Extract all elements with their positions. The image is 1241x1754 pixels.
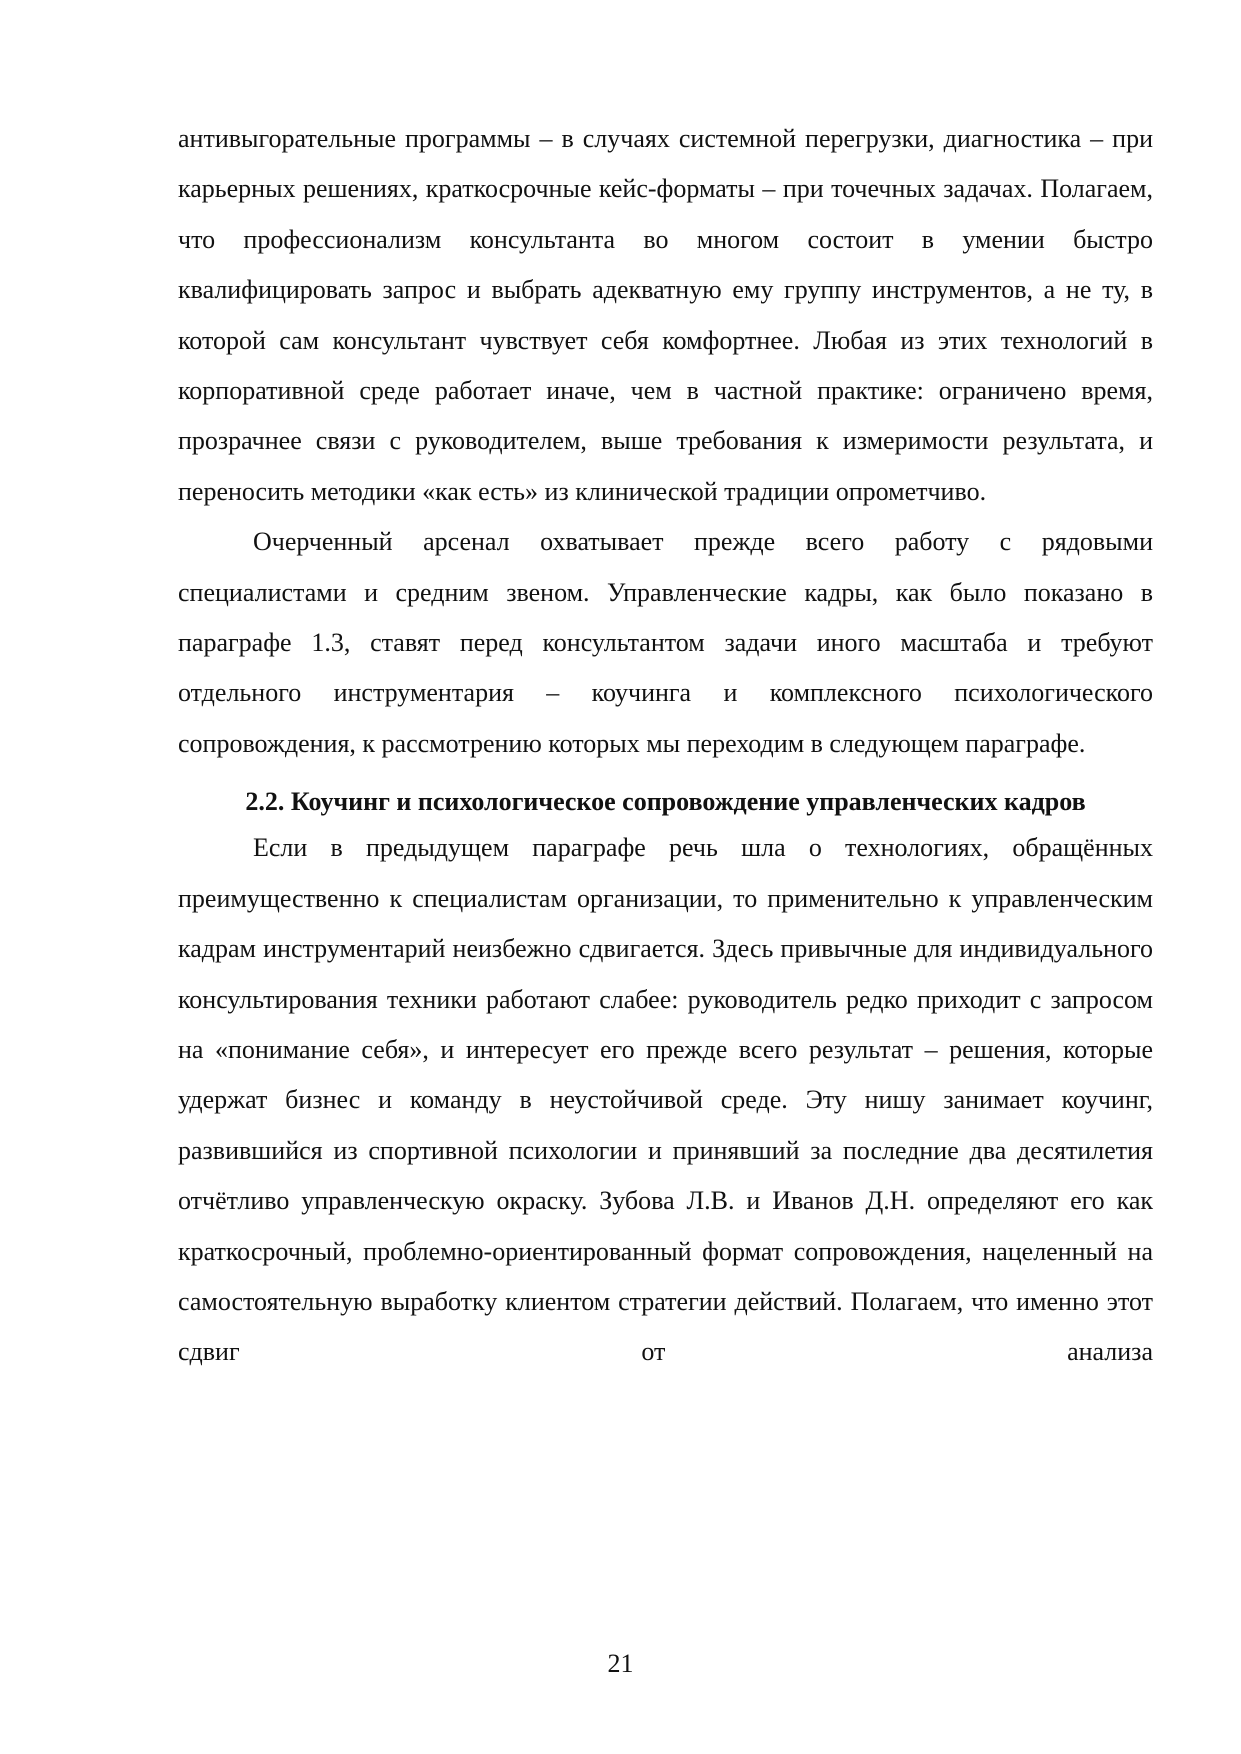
- paragraph-arsenal: Очерченный арсенал охватывает прежде всего работу с рядовыми специалистами и средним звеном. Управленческие кадры, как было показано в параграфе 1.3, ставят перед консультантом задачи иного масштаба и требуют отдельного инструментария – коучинга и комплексного психологического сопровождения, к рассмотрению которых мы переходим в следующем параграфе.: [178, 527, 1153, 758]
- paragraph-continuation: антивыгорательные программы – в случаях системной перегрузки, диагностика – при карьерных решениях, краткосрочные кейс-форматы – при точечных задачах. Полагаем, что профессионализм консультанта во многом состоит в умении быстро квалифицировать запрос и выбрать адекватную ему группу инструментов, а не ту, в которой сам консультант чувствует себя комфортнее. Любая из этих технологий в корпоративной среде работает иначе, чем в частной практике: ограничено время, прозрачнее связи с руководителем, выше требования к измеримости результата, и переносить методики «как есть» из клинической традиции опрометчиво.: [178, 124, 1153, 506]
- section-heading: 2.2. Коучинг и психологическое сопровождение управленческих кадров: [245, 787, 1086, 817]
- page-content: [178, 114, 1153, 1378]
- paragraph-coaching: Если в предыдущем параграфе речь шла о технологиях, обращённых преимущественно к специалистам организации, то применительно к управленческим кадрам инструментарий неизбежно сдвигается. Здесь привычные для индивидуального консультирования техники работают слабее: руководитель редко приходит с запросом на «понимание себя», и интересует его прежде всего результат – решения, которые удержат бизнес и команду в неустойчивой среде. Эту нишу занимает коучинг, развившийся из спортивной психологии и принявший за последние два десятилетия отчётливо управленческую окраску. Зубова Л.В. и Иванов Д.Н. определяют его как краткосрочный, проблемно-ориентированный формат сопровождения, нацеленный на самостоятельную выработку клиентом стратегии действий. Полагаем, что именно этот сдвиг от анализа: [178, 833, 1153, 1367]
- page-number: 21: [607, 1649, 634, 1678]
